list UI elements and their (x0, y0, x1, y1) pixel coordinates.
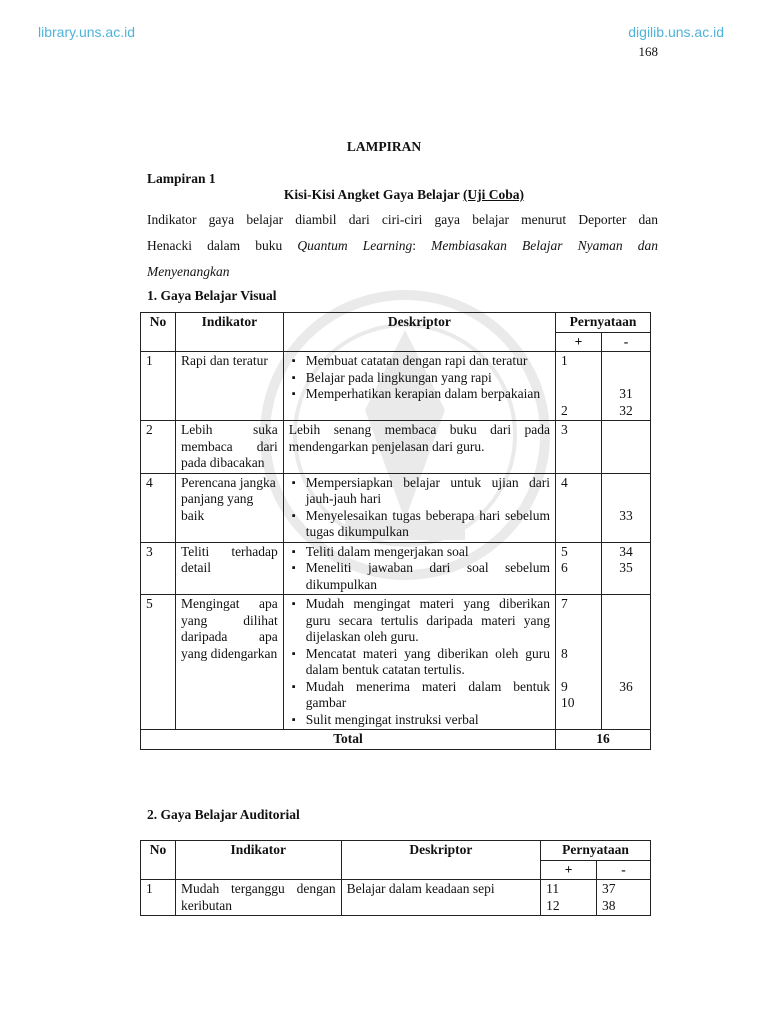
table-row: 5 Mengingat apa yang dilihat daripada apa yang didengarkan ▪ Mudah mengingat materi yang diberikan guru secara tertulis daripada materi yang dijelaskan oleh guru. ▪ Mencatat materi yang diberikan oleh guru dalam bentuk catatan tertulis. ▪ Mudah menerima materi dalam bentuk gambar ▪ Sulit mengingat instruksi verbal 7 8 9 10 36 (141, 595, 651, 730)
header-digilib-link[interactable]: digilib.uns.ac.id (628, 24, 724, 40)
table-row: 4 Perencana jangka panjang yang baik ▪ Mempersiapkan belajar untuk ujian dari jauh-jauh hari ▪ Menyelesaikan tugas beberapa hari sebelum tugas dikumpulkan 4 33 (141, 473, 651, 542)
visual-table (140, 312, 651, 750)
auditorial-table (140, 840, 651, 916)
page-number: 168 (638, 44, 658, 59)
table-row: 1 Rapi dan teratur ▪ Membuat catatan dengan rapi dan teratur ▪ Belajar pada lingkungan yang rapi ▪ Memperhatikan kerapian dalam berpakaian 1 2 31 32 (141, 352, 651, 421)
col-pernyataan: Pernyataan (541, 841, 651, 861)
col-deskriptor: Deskriptor (341, 841, 541, 880)
col-indikator: Indikator (175, 313, 283, 352)
col-minus: - (597, 860, 651, 880)
table-row: 2 Lebih suka membaca dari pada dibacakan Lebih senang membaca buku dari pada mendengarkan penjelasan dari guru. 3 (141, 421, 651, 474)
col-pernyataan: Pernyataan (556, 313, 651, 333)
page-title: LAMPIRAN (346, 139, 422, 154)
col-no: No (141, 841, 176, 880)
col-minus: - (602, 332, 651, 352)
header-library-link[interactable]: library.uns.ac.id (38, 24, 136, 40)
appendix-subtitle: Kisi-Kisi Angket Gaya Belajar (Uji Coba) (283, 187, 525, 202)
section1-heading: 1. Gaya Belajar Visual (147, 288, 277, 303)
table-row: 1 Mudah terganggu dengan keributan Belajar dalam keadaan sepi 11 12 37 38 (141, 880, 651, 916)
col-no: No (141, 313, 176, 352)
intro-paragraph: Indikator gaya belajar diambil dari ciri-ciri gaya belajar menurut Deporter dan Henacki dalam buku Quantum Learning: Membiasakan Belajar Nyaman dan Menyenangkan (147, 212, 658, 279)
col-plus: + (541, 860, 597, 880)
col-indikator: Indikator (175, 841, 341, 880)
section2-heading: 2. Gaya Belajar Auditorial (147, 807, 300, 822)
total-row: Total 16 (141, 730, 651, 750)
subtitle-underlined: (Uji Coba) (462, 187, 525, 202)
col-deskriptor: Deskriptor (283, 313, 555, 352)
appendix-label: Lampiran 1 (147, 171, 216, 186)
table-row: 3 Teliti terhadap detail ▪ Teliti dalam mengerjakan soal ▪ Meneliti jawaban dari soal sebelum dikumpulkan 5 6 34 35 (141, 542, 651, 595)
col-plus: + (556, 332, 602, 352)
